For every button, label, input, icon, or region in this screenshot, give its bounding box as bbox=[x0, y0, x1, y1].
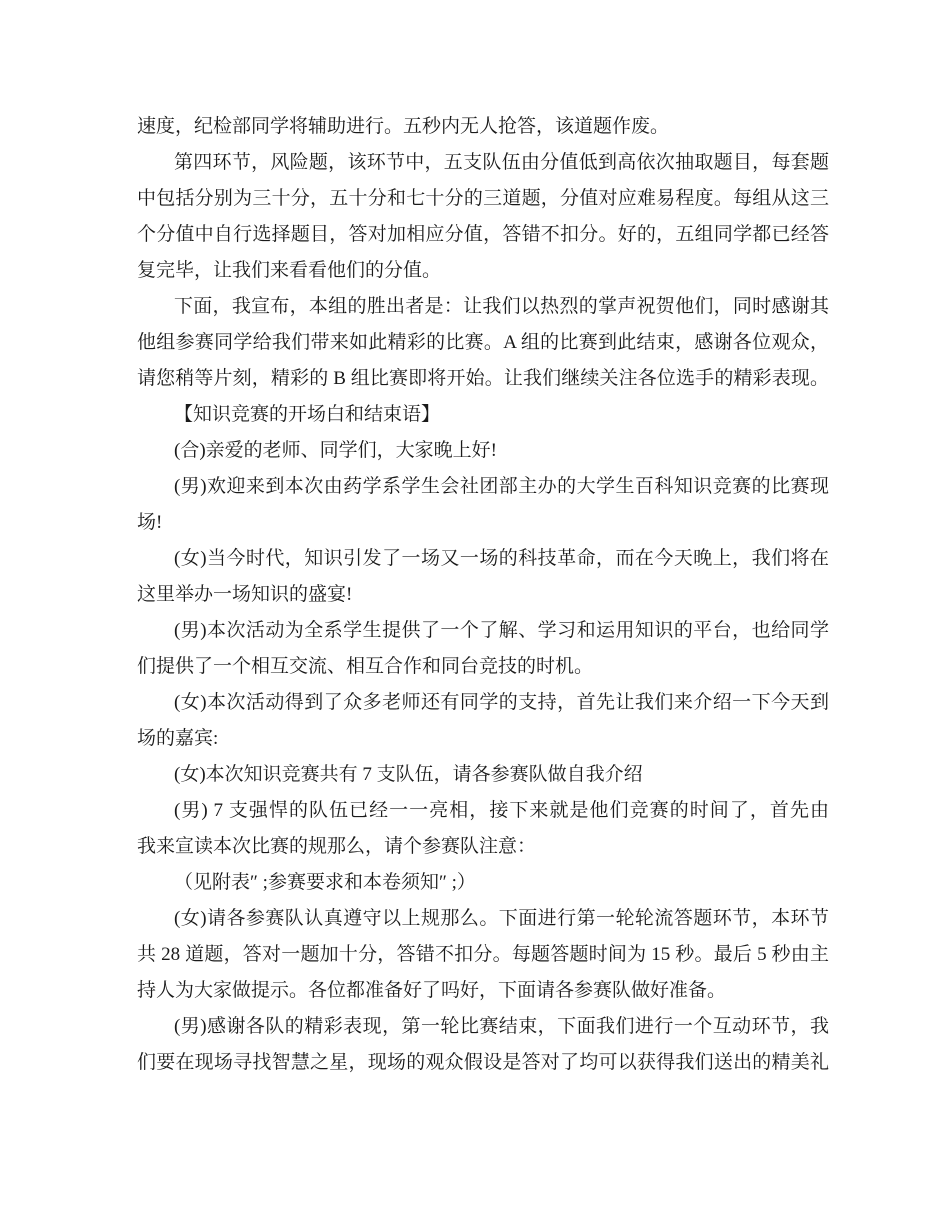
text-line: 场! bbox=[137, 512, 163, 533]
text-line: 复完毕，让我们来看看他们的分值。 bbox=[137, 260, 442, 281]
text-line: 中包括分别为三十分，五十分和七十分的三道题，分值对应难易程度。每组从这三 bbox=[137, 188, 829, 209]
text-line: (合)亲爱的老师、同学们，大家晚上好! bbox=[174, 440, 497, 461]
text-line: 们要在现场寻找智慧之星，现场的观众假设是答对了均可以获得我们送出的精美礼 bbox=[137, 1052, 829, 1073]
text-line: 个分值中自行选择题目，答对加相应分值，答错不扣分。好的，五组同学都已经答 bbox=[137, 224, 829, 245]
text-line: 他组参赛同学给我们带来如此精彩的比赛。A 组的比赛到此结束，感谢各位观众， bbox=[137, 332, 829, 353]
text-line: 下面，我宣布，本组的胜出者是：让我们以热烈的掌声祝贺他们，同时感谢其 bbox=[174, 296, 829, 317]
text-line: (男)本次活动为全系学生提供了一个了解、学习和运用知识的平台，也给同学 bbox=[174, 620, 829, 641]
text-line: (女)当今时代，知识引发了一场又一场的科技革命，而在今天晚上，我们将在 bbox=[174, 548, 829, 569]
text-line: （见附表″ ;参赛要求和本卷须知″ ;） bbox=[174, 872, 476, 893]
text-line: (女)请各参赛队认真遵守以上规那么。下面进行第一轮轮流答题环节，本环节 bbox=[174, 908, 829, 929]
text-line: 速度，纪检部同学将辅助进行。五秒内无人抢答，该道题作废。 bbox=[137, 116, 670, 137]
text-line: (女)本次活动得到了众多老师还有同学的支持，首先让我们来介绍一下今天到 bbox=[174, 692, 829, 713]
text-line: (男)欢迎来到本次由药学系学生会社团部主办的大学生百科知识竞赛的比赛现 bbox=[174, 476, 829, 497]
section-heading: 【知识竞赛的开场白和结束语】 bbox=[174, 404, 441, 425]
text-line: 场的嘉宾: bbox=[137, 728, 219, 749]
text-line: (男)感谢各队的精彩表现，第一轮比赛结束，下面我们进行一个互动环节，我 bbox=[174, 1016, 829, 1037]
text-line: (女)本次知识竞赛共有 7 支队伍，请各参赛队做自我介绍 bbox=[174, 764, 643, 785]
text-line: 持人为大家做提示。各位都准备好了吗好，下面请各参赛队做好准备。 bbox=[137, 980, 727, 1001]
text-line: 们提供了一个相互交流、相互合作和同台竞技的时机。 bbox=[137, 656, 594, 677]
text-line: 这里举办一场知识的盛宴! bbox=[137, 584, 353, 605]
text-line: 第四环节，风险题，该环节中，五支队伍由分值低到高依次抽取题目，每套题 bbox=[174, 152, 829, 173]
text-line: 请您稍等片刻，精彩的 B 组比赛即将开始。让我们继续关注各位选手的精彩表现。 bbox=[137, 368, 829, 389]
text-line: 我来宣读本次比赛的规那么，请个参赛队注意： bbox=[137, 836, 537, 857]
text-line: 共 28 道题，答对一题加十分，答错不扣分。每题答题时间为 15 秒。最后 5 秒由主 bbox=[137, 944, 829, 965]
text-line: (男) 7 支强悍的队伍已经一一亮相，接下来就是他们竞赛的时间了，首先由 bbox=[174, 800, 829, 821]
